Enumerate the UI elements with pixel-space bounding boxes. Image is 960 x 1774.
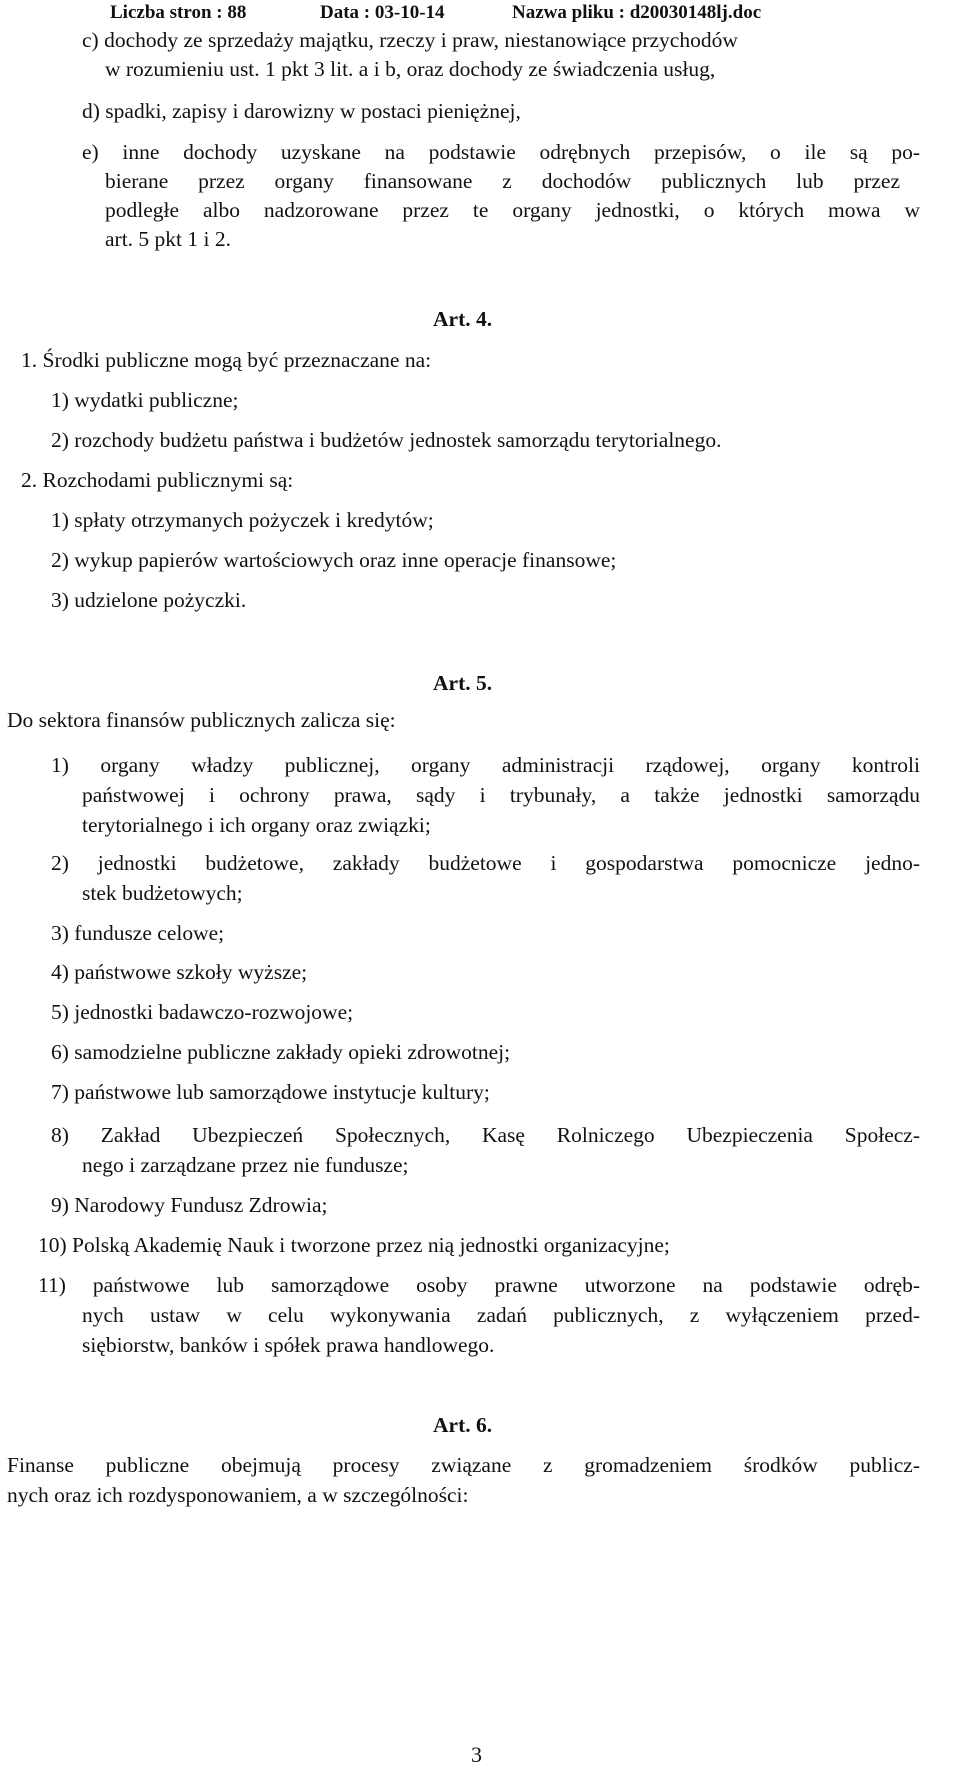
art6-line2: nych oraz ich rozdysponowaniem, a w szczególności: bbox=[7, 1483, 469, 1507]
item-c-line1: c) dochody ze sprzedaży majątku, rzeczy i praw, niestanowiące przychodów bbox=[82, 28, 738, 52]
item-e-line3: podległe albo nadzorowane przez te organy jednostki, o których mowa w bbox=[105, 198, 920, 222]
article-4-title: Art. 4. bbox=[433, 307, 493, 331]
art4-paragraph-2: 2. Rozchodami publicznymi są: bbox=[21, 468, 294, 492]
page-header bbox=[0, 2, 960, 24]
header-page-count: Liczba stron : 88 bbox=[110, 2, 247, 23]
art5-item-1-line2: państwowej i ochrony prawa, sądy i trybunały, a także jednostki samorządu bbox=[82, 783, 920, 807]
header-date: Data : 03-10-14 bbox=[320, 2, 445, 23]
art5-item-5: 5) jednostki badawczo-rozwojowe; bbox=[51, 1000, 354, 1024]
art5-item-3: 3) fundusze celowe; bbox=[51, 921, 225, 945]
item-c-line2: w rozumieniu ust. 1 pkt 3 lit. a i b, oraz dochody ze świadczenia usług, bbox=[105, 57, 716, 81]
art5-item-11-line1: 11) państwowe lub samorządowe osoby prawne utworzone na podstawie odręb- bbox=[38, 1273, 920, 1297]
art5-item-2-line2: stek budżetowych; bbox=[82, 881, 243, 905]
art5-item-2-line1: 2) jednostki budżetowe, zakłady budżetowe i gospodarstwa pomocnicze jedno- bbox=[51, 851, 920, 875]
art4-p2-item-2: 2) wykup papierów wartościowych oraz inne operacje finansowe; bbox=[51, 548, 617, 572]
art4-p2-item-1: 1) spłaty otrzymanych pożyczek i kredytów; bbox=[51, 508, 434, 532]
item-e-line1: e) inne dochody uzyskane na podstawie odrębnych przepisów, o ile są po- bbox=[82, 140, 920, 164]
art4-p1-item-2: 2) rozchody budżetu państwa i budżetów jednostek samorządu terytorialnego. bbox=[51, 428, 722, 452]
art5-item-11-line3: siębiorstw, banków i spółek prawa handlowego. bbox=[82, 1333, 495, 1357]
art5-item-11-line2: nych ustaw w celu wykonywania zadań publicznych, z wyłączeniem przed- bbox=[82, 1303, 920, 1327]
art5-item-1-line3: terytorialnego i ich organy oraz związki; bbox=[82, 813, 431, 837]
header-file-name: Nazwa pliku : d20030148lj.doc bbox=[512, 2, 762, 23]
art5-item-8-line2: nego i zarządzane przez nie fundusze; bbox=[82, 1153, 409, 1177]
art4-paragraph-1: 1. Środki publiczne mogą być przeznaczane na: bbox=[21, 348, 432, 372]
art4-p2-item-3: 3) udzielone pożyczki. bbox=[51, 588, 247, 612]
art6-line1: Finanse publiczne obejmują procesy związane z gromadzeniem środków publicz- bbox=[7, 1453, 920, 1477]
article-6-title: Art. 6. bbox=[433, 1413, 493, 1437]
item-e-line2: bierane przez organy finansowane z dochodów publicznych lub przez bbox=[105, 169, 900, 193]
art4-p1-item-1: 1) wydatki publiczne; bbox=[51, 388, 239, 412]
art5-item-7: 7) państwowe lub samorządowe instytucje kultury; bbox=[51, 1080, 490, 1104]
page-number: 3 bbox=[471, 1742, 482, 1767]
art5-item-10: 10) Polską Akademię Nauk i tworzone przez nią jednostki organizacyjne; bbox=[38, 1233, 670, 1257]
art5-item-6: 6) samodzielne publiczne zakłady opieki zdrowotnej; bbox=[51, 1040, 511, 1064]
item-e-line4: art. 5 pkt 1 i 2. bbox=[105, 227, 231, 251]
art5-item-8-line1: 8) Zakład Ubezpieczeń Społecznych, Kasę Rolniczego Ubezpieczenia Społecz- bbox=[51, 1123, 920, 1147]
item-d: d) spadki, zapisy i darowizny w postaci pieniężnej, bbox=[82, 99, 521, 123]
art5-item-1-line1: 1) organy władzy publicznej, organy administracji rządowej, organy kontroli bbox=[51, 753, 920, 777]
article-5-title: Art. 5. bbox=[433, 671, 493, 695]
art5-item-9: 9) Narodowy Fundusz Zdrowia; bbox=[51, 1193, 328, 1217]
art5-item-4: 4) państwowe szkoły wyższe; bbox=[51, 960, 308, 984]
art5-intro: Do sektora finansów publicznych zalicza się: bbox=[7, 708, 396, 732]
